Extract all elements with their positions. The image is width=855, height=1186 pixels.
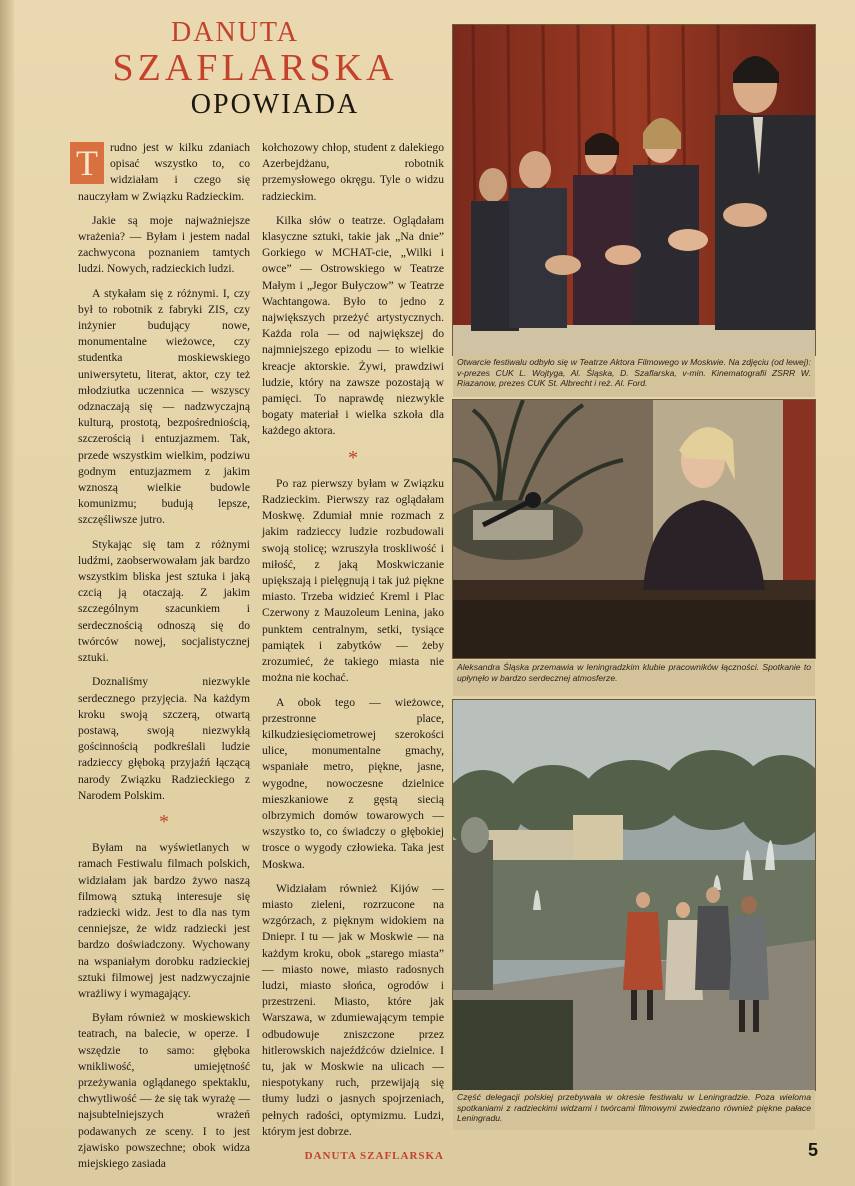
leningrad-gardens-image xyxy=(453,700,815,1090)
paragraph: kołchozowy chłop, student z dalekiego Azerbejdżanu, robotnik przemysłowego okręgu. Tyle o widzu radzieckim. xyxy=(262,141,444,203)
paragraph: Stykając się tam z różnymi ludźmi, zaobserwowałam jak bardzo wszystkim bliska jest sztuka i jaką czcią ją otaczają. Z jakim szczególnym szacunkiem i serdecznością odnoszą się do twórców nowej, socjalistycznej sztuki. xyxy=(78,537,250,665)
paragraph: Byłam również w moskiewskich teatrach, na balecie, w operze. I wszędzie to samo: głęboka wnikliwość, umiejętność przeżywania oglądanego spektaklu, chwytliwość — że się tak wyrażę — najsubtelniejszych wrażeń podawanych ze sceny. I to jest zjawisko powszechne; obok widza miejskiego zasiada xyxy=(78,1011,250,1170)
article-header xyxy=(60,18,450,122)
paragraph: Doznaliśmy niezwykle serdecznego przyjęcia. Na każdym kroku swoją szczerą, otwartą postawą, swoją niezwykłą gościnnością podkreślali ludzie radzieccy głęboką przyjaźń łączącą narody Związku Radzieckiego z Narodem Polskim. xyxy=(78,675,250,802)
drop-cap: T xyxy=(70,142,104,184)
author-last-name: SZAFLARSKA xyxy=(112,47,398,89)
page-spine-shadow xyxy=(0,0,14,1186)
text-column-1 xyxy=(78,140,250,1180)
paragraph: Jakie są moje najważniejsze wrażenia? — Byłam i jestem nadal zachwycona poznaniem tamtych ludzi. Nowych, radzieckich ludzi. xyxy=(78,213,250,276)
page-number: 5 xyxy=(808,1140,819,1160)
caption-slaska-speech: Aleksandra Śląska przemawia w leningradzkim klubie pracowników łączności. Spotkanie to upłynęło w bardzo serdecznej atmosferze. xyxy=(453,660,815,696)
paragraph xyxy=(78,140,250,205)
paragraph: A obok tego — wieżowce, przestronne place, kilkudziesięciometrowej szerokości ulice, monumentalne gmachy, wspaniałe metro, piękne, jasne, wygodne, nowoczesne dzielnice mieszkaniowe z gęstą siecią olbrzymich domów towarowych — wszystko to, co świadczy o głębokiej trosce o wygody człowieka. Taka jest Moskwa. xyxy=(262,695,444,871)
paragraph-text: rudno jest w kilku zdaniach opisać wszystko to, co widziałam i czego się nauczyłam w Związku Radzieckim. xyxy=(78,141,250,203)
photo-leningrad-gardens xyxy=(453,700,815,1090)
section-separator-star: * xyxy=(348,446,358,469)
text-column-2 xyxy=(262,140,444,1164)
paragraph: Widziałam również Kijów — miasto zieleni, rozrzucone na wzgórzach, z pięknym widokiem na Dniepr. I tu — jak w Moskwie — na każdym kroku, obok „starego miasta” — miasto nowe, miasto radosnych ludzi, miasto słońca, ogrodów i przestrzeni. Miasto, które jak Warszawa, w zdumiewającym tempie odbudowuje zniszczone przez hitlerowskich najeźdźców dzielnice. I tu, jak w Moskwie na ulicach — niespotykany ruch, przewijają się tłumy ludzi o jasnych spojrzeniach, pełnych radości, optymizmu. Ludzi, którym jest dobrze. xyxy=(262,881,444,1138)
paragraph: Kilka słów o teatrze. Oglądałam klasyczne sztuki, takie jak „Na dnie” Gorkiego w MCHAT-cie, „Wilki i owce” — Ostrowskiego w Teatrze Małym i „Jegor Bułyczow” w Teatrze Wachtangowa. Było to jedno z największych przeżyć artystycznych. Każda rola — od największej do najmniejszego epizodu — to wielkie kreacje aktorskie. Żywi, prawdziwi ludzie, który na zawsze pozostają w pamięci. To naprawdę niezwykle bogaty materiał i wielka szkoła dla każdego aktora. xyxy=(262,213,444,438)
article-signature: DANUTA SZAFLARSKA xyxy=(304,1149,444,1162)
caption-festival-opening: Otwarcie festiwalu odbyło się w Teatrze Aktora Filmowego w Moskwie. Na zdjęciu (od lewej): v-prezes CUK L. Wojtyga, Al. Śląska, D. Szaflarska, v-min. Kinematografii ZSRR W. Riazanow, prezes CUK St. Albrecht i reż. Al. Ford. xyxy=(453,355,815,397)
paragraph: A stykałam się z różnymi. I, czy był to robotnik z fabryki ZIS, czy inżynier budujący nowe, monumentalne wieżowce, czy studentka moskiewskiego uniwersytetu, literat, aktor, czy też młodziutka uczennica — wszyscy odznaczają się — nadzwyczajną kulturą, prostotą, bezpośredniością, szczerością i entuzjazmem. Tak, przede wszystkim wielkim, podziwu godnym entuzjazmem z jakim wznoszą wielkie budowle komunizmu; budują lepsze, szczęśliwsze jutro. xyxy=(78,286,250,527)
paragraph: Po raz pierwszy byłam w Związku Radzieckim. Pierwszy raz oglądałam Moskwę. Zdumiał mnie rozmach z jakim radzieccy ludzie rozbudowali swoją stolicę; wzruszyła troskliwość i miłość, z jaką Moskwiczanie upiększają i pielęgnują i tak już piękne miasto. Trzeba widzieć Kreml i Plac Czerwony z Mauzoleum Lenina, jako punktem centralnym, setki, tysiące pamiątek i zabytków — żeby zrozumieć, że takiego miasta nie można nie kochać. xyxy=(262,476,444,685)
author-first-name: DANUTA xyxy=(171,17,299,48)
photo-festival-opening xyxy=(453,25,815,355)
paragraph: Byłam na wyświetlanych w ramach Festiwalu filmach polskich, widziałam jak bardzo żywo naszą filmową sztuką interesuje się radziecki widz. Jest to dla nas tym cenniejsze, że widz radziecki jest bardzo doświadczony. Wychowany na wspaniałym dorobku radzieckiej sztuki filmowej jest nadzwyczajnie wrażliwy i wymagający. xyxy=(78,841,250,1000)
festival-opening-image xyxy=(453,25,815,355)
caption-leningrad-gardens: Część delegacji polskiej przebywała w okresie festiwalu w Leningradzie. Poza wieloma spotkaniami z radzieckimi widzami i twórcami filmowymi zwiedzano również piękne pałace Leningradu. xyxy=(453,1090,815,1130)
slaska-speech-image xyxy=(453,400,815,658)
photo-slaska-speech xyxy=(453,400,815,658)
article-subtitle: OPOWIADA xyxy=(190,89,360,120)
section-separator-star: * xyxy=(159,810,169,833)
